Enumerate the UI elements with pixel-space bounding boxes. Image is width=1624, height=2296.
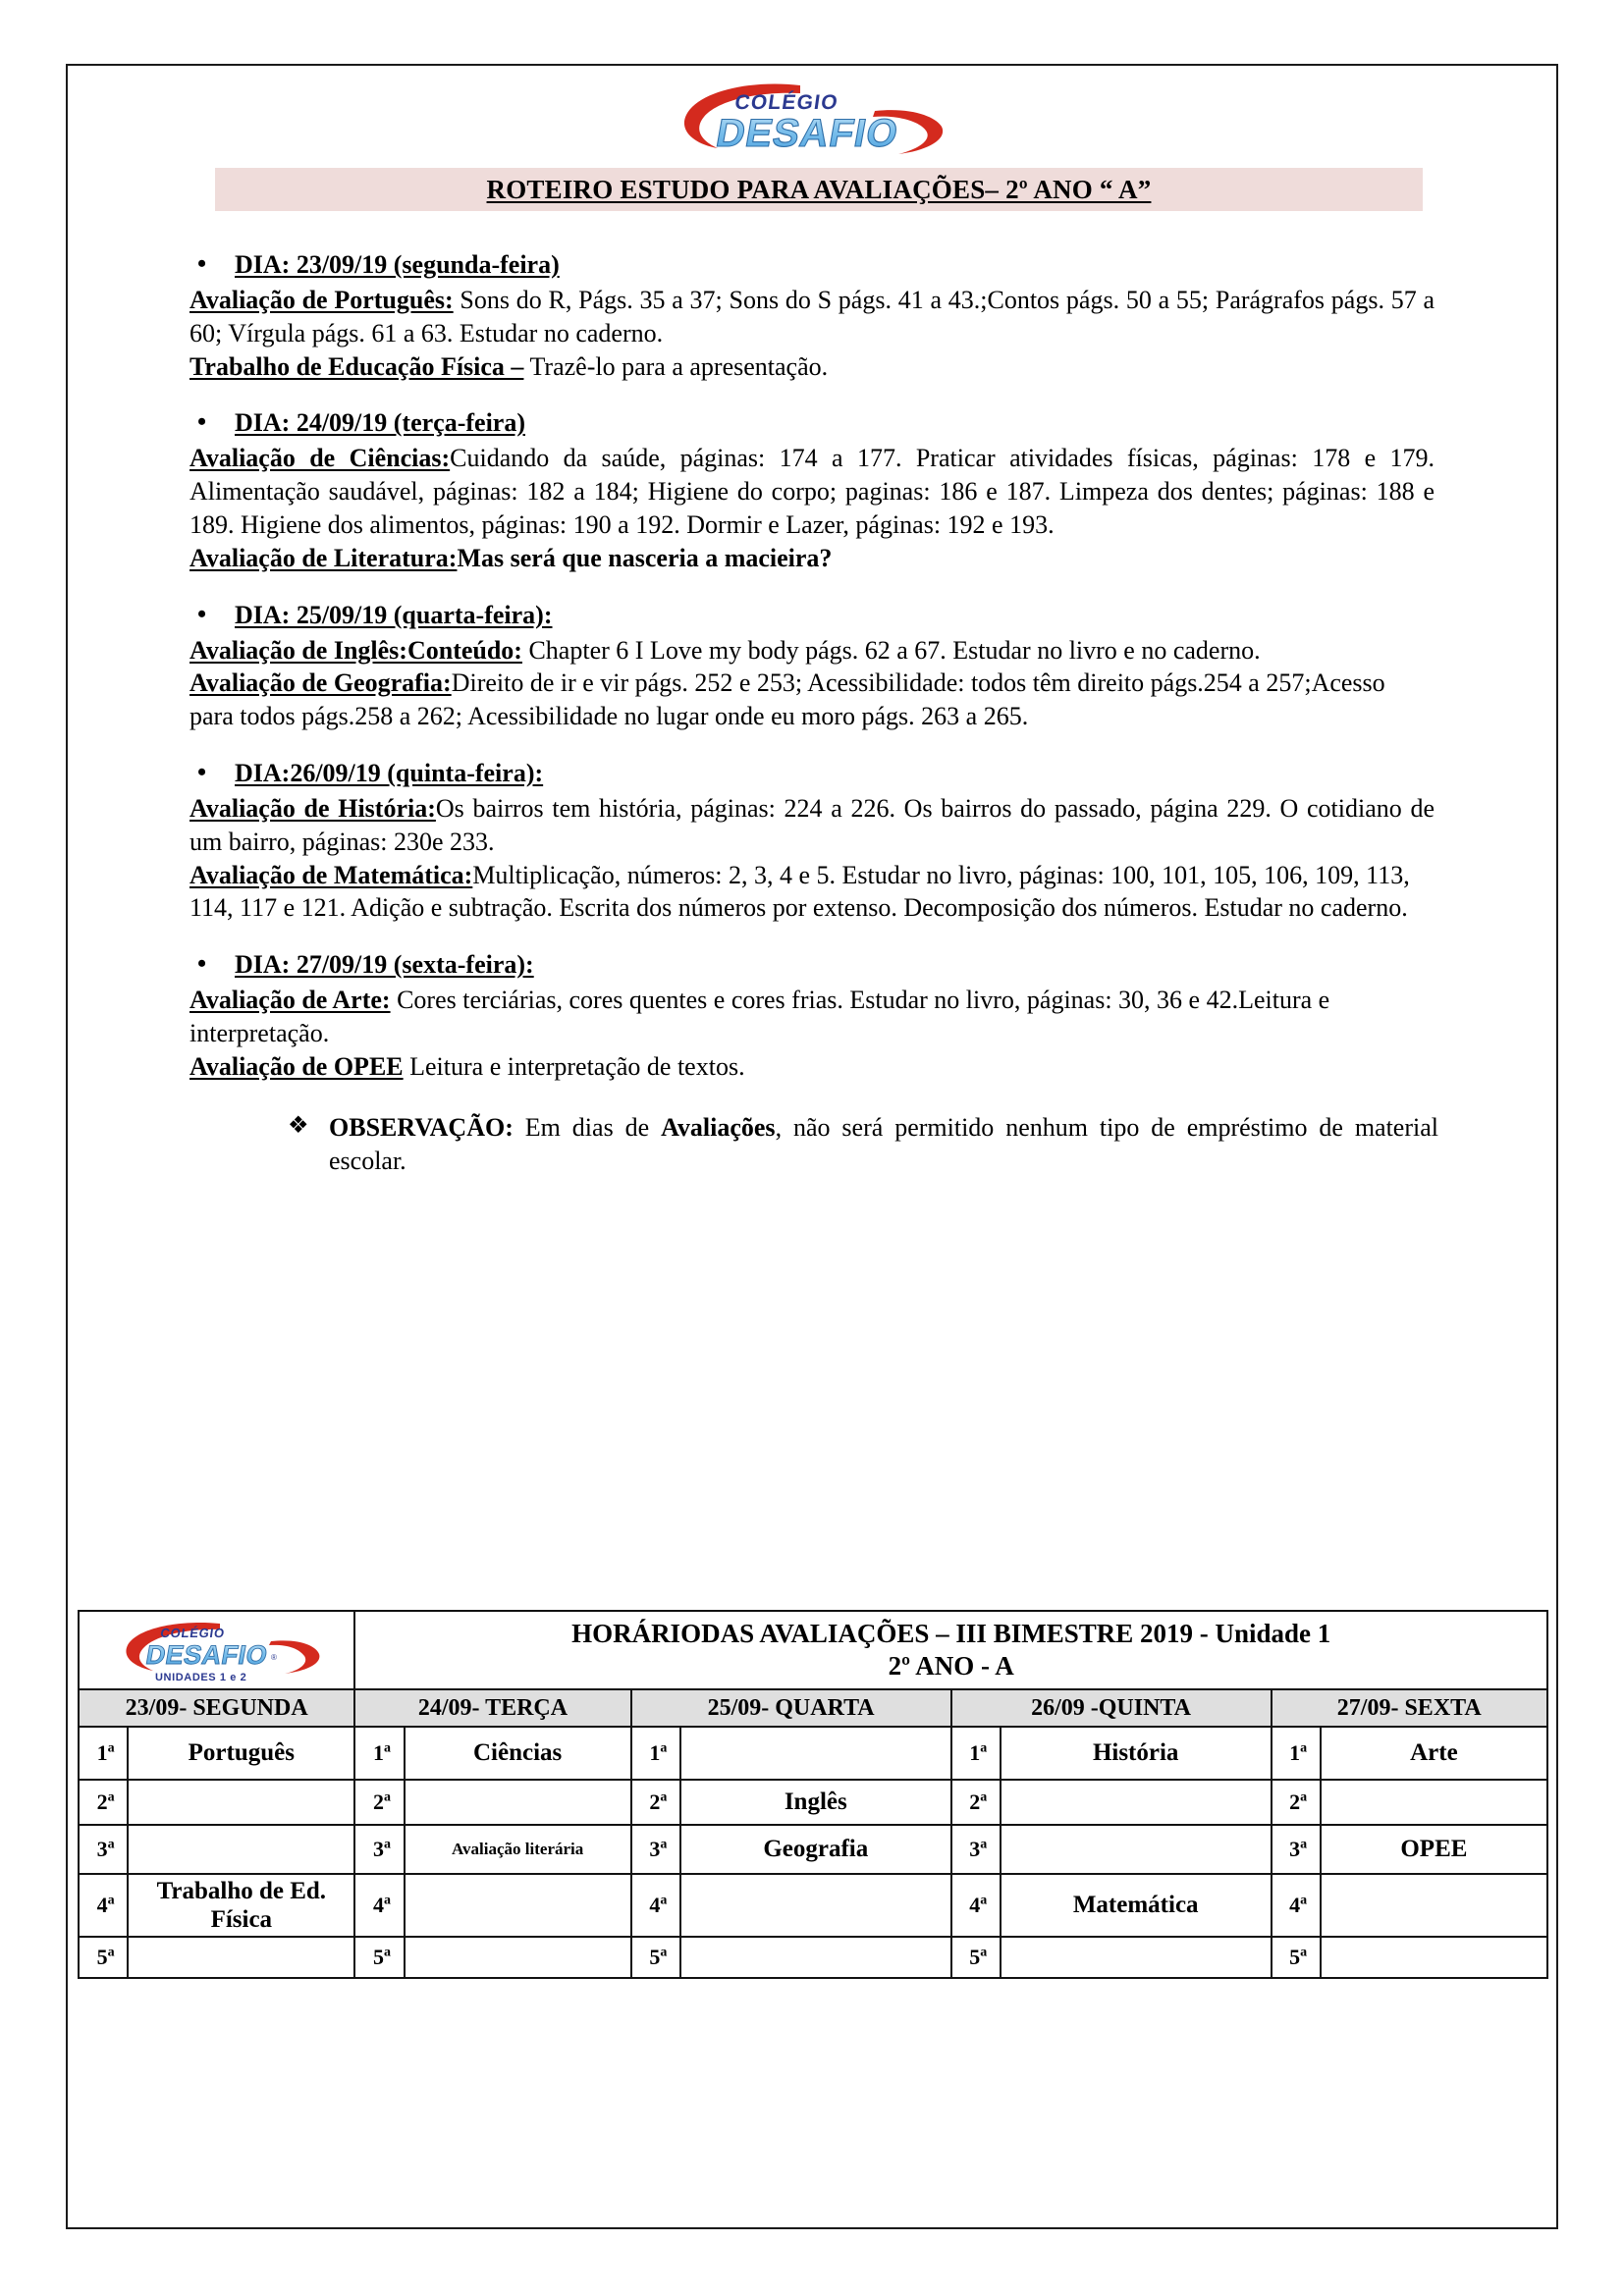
observation-text-before: Em dias de [513,1112,662,1142]
period-label: 3$^a$ [631,1825,680,1874]
diamond-bullet-icon: ❖ [288,1112,309,1139]
entry-text: Chapter 6 I Love my body págs. 62 a 67. Estudar no livro e no caderno. [521,635,1261,665]
entry-label: Trabalho de Educação Física – [189,351,524,381]
section-25-09 [189,601,1435,733]
schedule-title-cell [354,1611,1547,1689]
svg-text:DESAFIO: DESAFIO [142,1639,270,1670]
entry-text: Leitura e interpretação de textos. [403,1051,745,1081]
period-label: 1$^a$ [79,1727,128,1780]
schedule-title-line1: HORÁRIODAS AVALIAÇÕES – III BIMESTRE 2019 - Unidade 1 [571,1619,1331,1649]
period-label: 3$^a$ [1272,1825,1321,1874]
page-inner [68,66,1556,2227]
period-label: 2$^a$ [1272,1780,1321,1825]
document-header [68,66,1556,160]
day-heading [189,250,1435,280]
entry-matematica [189,859,1435,926]
schedule-cell [128,1937,354,1978]
schedule-cell: Inglês [680,1780,951,1825]
schedule-cell: Trabalho de Ed. Física [128,1874,354,1937]
entry-historia [189,792,1435,859]
schedule-logo-cell [79,1611,354,1689]
observation-block [284,1111,1438,1179]
entry-text: Trazê-lo para a apresentação. [523,351,829,381]
day-heading-label: DIA:26/09/19 (quinta-feira): [235,758,544,787]
schedule-cell: Geografia [680,1825,951,1874]
bullet-icon: • [197,407,207,437]
section-23-09 [189,250,1435,383]
period-label: 4$^a$ [631,1874,680,1937]
day-header-quarta: 25/09- QUARTA [631,1689,951,1727]
table-row [79,1937,1547,1978]
bullet-icon: • [197,949,207,979]
entry-ciencias [189,442,1435,541]
entry-label: Avaliação de Arte: [189,986,391,1015]
schedule-cell [405,1780,631,1825]
period-label: 5$^a$ [951,1937,1001,1978]
entry-text: Cuidando da saúde, páginas: 174 a 177. Praticar atividades físicas, páginas: 178 e 179. Alimentação saudável, páginas: 182 a 184; Higiene do corpo; paginas: 186 e 187. Limpeza dos dentes; páginas: 188 e 189. Higiene dos alimentos, páginas: 190 a 192. Dormir e Lazer, páginas: 192 e 193. [189,444,1435,539]
entry-text: Direito de ir e vir págs. 252 e 253; Acessibilidade: todos têm direito págs.254 a 257;Acesso para todos págs.258 a 262; Acessibilidade no lugar onde eu moro págs. 263 a 265. [189,668,1385,731]
day-heading [189,759,1435,788]
page-title-band [215,168,1423,211]
period-label: 1$^a$ [631,1727,680,1780]
entry-educacao-fisica [189,350,1435,384]
entry-text: Sons do R, Págs. 35 a 37; Sons do S págs. 41 a 43.;Contos págs. 50 a 55; Parágrafos págs. 57 a 60; Vírgula págs. 61 a 63. Estudar no caderno. [189,286,1435,347]
bullet-icon: • [197,757,207,786]
period-label: 2$^a$ [951,1780,1001,1825]
schedule-title-row [79,1611,1547,1689]
schedule-cell [680,1874,951,1937]
entry-label: Avaliação de Português: [189,286,454,314]
schedule-cell [405,1874,631,1937]
entry-text: Mas será que nasceria a macieira? [457,543,833,572]
entry-label: Avaliação de Literatura: [189,543,458,572]
section-27-09 [189,950,1435,1083]
entry-geografia [189,667,1435,733]
svg-text:UNIDADES 1 e 2: UNIDADES 1 e 2 [154,1672,247,1683]
day-heading-label: DIA: 27/09/19 (sexta-feira): [235,950,534,980]
schedule-table [78,1610,1548,1979]
period-label: 3$^a$ [79,1825,128,1874]
schedule-cell [1321,1780,1547,1825]
table-row [79,1874,1547,1937]
day-header-quinta: 26/09 -QUINTA [951,1689,1272,1727]
table-row [79,1825,1547,1874]
schedule-cell: Ciências [405,1727,631,1780]
table-row [79,1780,1547,1825]
day-heading-label: DIA: 25/09/19 (quarta-feira): [235,600,553,629]
colegio-desafio-logo [665,72,959,156]
schedule-cell: Português [128,1727,354,1780]
page-title: ROTEIRO ESTUDO PARA AVALIAÇÕES– 2º ANO “ A” [486,174,1152,204]
entry-text: Os bairros tem história, páginas: 224 a 226. Os bairros do passado, página 229. O cotidiano de um bairro, páginas: 230e 233. [189,793,1435,856]
period-label: 4$^a$ [354,1874,404,1937]
entry-portugues [189,284,1435,350]
period-label: 2$^a$ [79,1780,128,1825]
document-body [189,211,1438,1178]
observation-text [329,1111,1438,1179]
period-label: 5$^a$ [354,1937,404,1978]
schedule-cell [1001,1780,1272,1825]
page-frame [66,64,1558,2229]
day-header-terca: 24/09- TERÇA [354,1689,630,1727]
svg-text:®: ® [270,1653,277,1662]
entry-arte [189,984,1435,1050]
observation-emphasis: Avaliações [661,1112,776,1142]
entry-label: Avaliação de Ciências: [189,444,451,473]
period-label: 4$^a$ [1272,1874,1321,1937]
schedule-cell [405,1937,631,1978]
table-row [79,1727,1547,1780]
period-label: 4$^a$ [951,1874,1001,1937]
period-label: 1$^a$ [354,1727,404,1780]
schedule-cell: OPEE [1321,1825,1547,1874]
schedule-cell: Arte [1321,1727,1547,1780]
entry-label: Avaliação de Inglês:Conteúdo: [189,635,522,665]
schedule-cell [128,1780,354,1825]
schedule-cell [680,1937,951,1978]
entry-ingles [189,634,1435,667]
schedule-cell [1321,1874,1547,1937]
schedule-cell [1321,1937,1547,1978]
entry-text: Cores terciárias, cores quentes e cores frias. Estudar no livro, páginas: 30, 36 e 42.Leitura e interpretação. [189,986,1330,1047]
svg-text:COLÉGIO: COLÉGIO [732,91,840,114]
schedule-cell: Matemática [1001,1874,1272,1937]
schedule-day-header-row [79,1689,1547,1727]
entry-text: Multiplicação, números: 2, 3, 4 e 5. Estudar no livro, páginas: 100, 101, 105, 106, 109, 113, 114, 117 e 121. Adição e subtração. Escrita dos números por extenso. Decomposição dos números. Estudar no caderno. [189,860,1410,923]
bullet-icon: • [197,249,207,278]
schedule-cell [680,1727,951,1780]
day-header-segunda: 23/09- SEGUNDA [79,1689,354,1727]
day-heading [189,601,1435,630]
schedule-cell [128,1825,354,1874]
day-heading-label: DIA: 24/09/19 (terça-feira) [235,408,525,438]
day-header-sexta: 27/09- SEXTA [1272,1689,1548,1727]
period-label: 4$^a$ [79,1874,128,1937]
entry-opee [189,1050,1435,1084]
bullet-icon: • [197,599,207,628]
period-label: 1$^a$ [1272,1727,1321,1780]
period-label: 2$^a$ [354,1780,404,1825]
period-label: 1$^a$ [951,1727,1001,1780]
schedule-cell: História [1001,1727,1272,1780]
entry-label: Avaliação de Geografia: [189,668,452,698]
entry-literatura [189,542,1435,575]
schedule-cell: Avaliação literária [405,1825,631,1874]
period-label: 2$^a$ [631,1780,680,1825]
schedule-title-line2: 2º ANO - A [888,1651,1014,1681]
colegio-desafio-logo-small [114,1616,320,1684]
period-label: 3$^a$ [354,1825,404,1874]
period-label: 5$^a$ [79,1937,128,1978]
period-label: 5$^a$ [1272,1937,1321,1978]
period-label: 3$^a$ [951,1825,1001,1874]
observation-label: OBSERVAÇÃO: [329,1112,514,1142]
observation-text-after: , não será permitido nenhum tipo de empréstimo de material escolar. [329,1112,1438,1175]
schedule-table-wrapper [78,1610,1548,1979]
period-label: 5$^a$ [631,1937,680,1978]
svg-text:COLÉGIO: COLÉGIO [159,1626,226,1640]
day-heading [189,950,1435,980]
entry-label: Avaliação de OPEE [189,1051,404,1081]
entry-label: Avaliação de Matemática: [189,860,473,889]
schedule-cell [1001,1825,1272,1874]
schedule-cell [1001,1937,1272,1978]
section-24-09 [189,408,1435,574]
entry-label: Avaliação de História: [189,793,436,823]
svg-text:DESAFIO: DESAFIO [713,111,902,155]
day-heading [189,408,1435,438]
section-26-09 [189,759,1435,925]
day-heading-label: DIA: 23/09/19 (segunda-feira) [235,250,560,279]
